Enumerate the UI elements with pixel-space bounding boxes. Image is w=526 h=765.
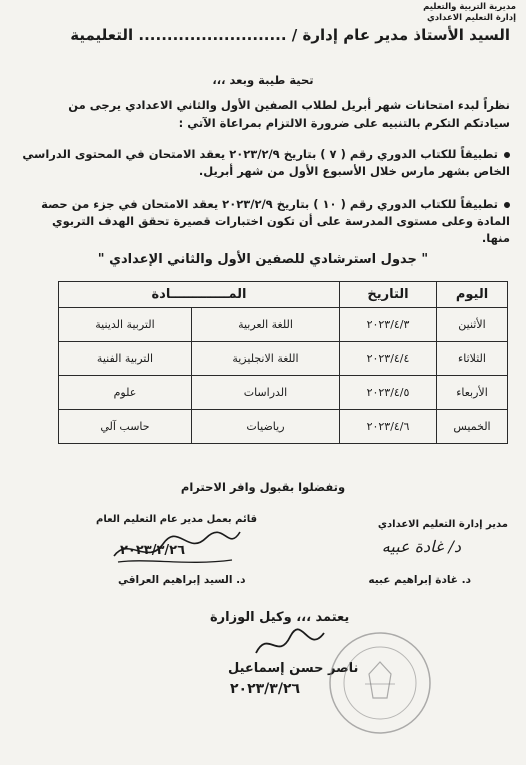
addressee-dots: .......................... [138,26,287,44]
addressee-line [70,26,510,44]
bullet-icon [504,202,510,208]
cell-date: ٢٠٢٣/٤/٦ [340,410,437,444]
official-stamp [325,628,435,738]
addressee-suffix: التعليمية [70,26,134,44]
left-signatory-name: د. السيد إبراهيم العراقي [118,574,246,586]
table-row [59,410,508,444]
cell-day: الثلاثاء [437,342,508,376]
left-signatory-title: قائم بعمل مدير عام التعليم العام [96,514,258,525]
bullet-icon [504,152,510,158]
right-signatory-name: د. غادة إبراهيم عبيه [368,574,471,586]
closing-line: وتفضلوا بقبول وافر الاحترام [180,480,346,494]
table-title: " جدول استرشادي للصفين الأول والثاني الإعدادي " [97,252,429,267]
schedule-table [58,281,508,444]
approval-title: يعتمد ،،، وكيل الوزارة [210,610,350,625]
table-header-row [59,282,508,308]
cell-subject-2: علوم [59,376,192,410]
cell-date: ٢٠٢٣/٤/٣ [340,308,437,342]
directorate-label: مديرية التربية والتعليم [423,2,516,12]
header-day: اليوم [437,282,508,308]
cell-subject-1: رياضيات [191,410,339,444]
approval-handwritten-date: ٢٠٢٣/٣/٢٦ [230,681,301,697]
cell-day: الأربعاء [437,376,508,410]
table-row [59,308,508,342]
bullet-text: تطبيقاً للكتاب الدوري رقم ( ٧ ) بتاريخ ٢٠٢٣/٢/٩ يعقد الامتحان في المحتوى الدراسي الخاص بشهر مارس خلال الأسبوع الأول من شهر أبريل. [22,147,510,178]
cell-day: الخميس [437,410,508,444]
intro-paragraph: نظراً لبدء امتحانات شهر أبريل لطلاب الصفين الأول والثاني الاعدادي يرجى من سيادتكم التكرم بالتنبيه على ضرورة الالتزام بمراعاة الآتي : [68,98,510,130]
approval-signature-scribble [250,625,330,665]
table-row [59,376,508,410]
left-handwritten-date: ٢٠٢٣/٣/٢٦ [120,543,186,558]
cell-subject-2: حاسب آلي [59,410,192,444]
header-date: التاريخ [340,282,437,308]
cell-subject-1: الدراسات [191,376,339,410]
addressee-prefix: السيد الأستاذ مدير عام إدارة / [291,26,510,44]
cell-subject-2: التربية الفنية [59,342,192,376]
department-label: إدارة التعليم الاعدادي [426,13,516,23]
cell-subject-1: اللغة الانجليزية [191,342,339,376]
cell-subject-2: التربية الدينية [59,308,192,342]
instruction-bullet [20,196,510,247]
header-subject: المـــــــــــــادة [59,282,340,308]
document-header [423,2,516,24]
instruction-bullet [20,146,510,180]
cell-day: الأثنين [437,308,508,342]
cell-date: ٢٠٢٣/٤/٥ [340,376,437,410]
bullet-text: تطبيقاً للكتاب الدوري رقم ( ١٠ ) بتاريخ ٢٠٢٣/٢/٩ يعقد الامتحان في جزء من حصة المادة وعلى مستوى المدرسة على أن تكون اختبارات قصيرة تحقق الهدف التربوي منها. [41,197,510,245]
table-row [59,342,508,376]
right-signatory-title: مدير إدارة التعليم الاعدادي [377,519,508,530]
cell-date: ٢٠٢٣/٤/٤ [340,342,437,376]
cell-subject-1: اللغة العربية [191,308,339,342]
greeting: تحية طيبة وبعد ،،، [212,73,314,87]
right-handwritten-signature: د/ غادة عبيه [381,537,461,556]
approval-name: ناصر حسن إسماعيل [228,661,359,676]
